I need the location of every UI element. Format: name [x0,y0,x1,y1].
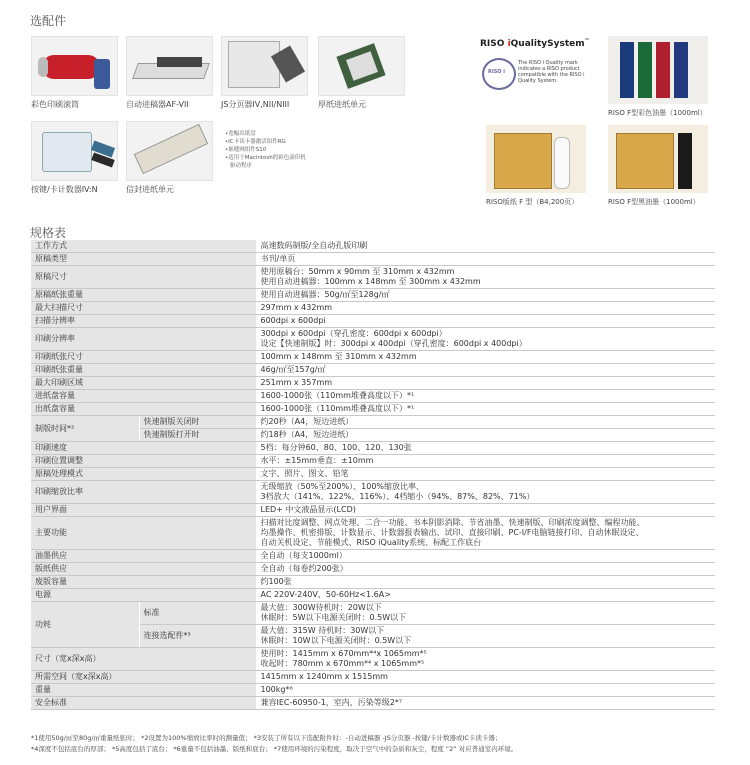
spec-label: 印刷纸张重量 [31,364,256,377]
spec-value-line: 最大值：315W 待机时：30W以下 [260,626,385,635]
spec-label: 原稿尺寸 [31,266,256,289]
spec-row [31,671,715,684]
spec-value-line: 使用自动进稿器：100mm x 148mm 至 300mm x 432mm [260,277,481,286]
spec-row [31,455,715,468]
spec-row [31,253,715,266]
spec-label: 废版容量 [31,576,256,589]
accessory-label: 厚纸进纸单元 [318,100,366,109]
spec-label: 最大扫描尺寸 [31,302,256,315]
spec-label: 安全标准 [31,697,256,710]
option-item: •适用于Macintosh的彩色滚印机 [225,155,306,161]
spec-value: 1600-1000张（110mm堆叠高度以下）*¹ [256,390,715,403]
spec-value [256,648,715,671]
accessory-label: 彩色印刷滚筒 [31,100,79,109]
spec-label: 制版时间*² [31,416,139,442]
footnote-line: *1使用50g/㎡至80g/㎡重量纸张时； *2设置为100%缩放比率时的测量值； *3安装了所有以下选配附件时：-自动进稿器 -JS分页器 -按键/卡计数器或IC卡读卡器； [31,734,502,742]
spec-label: 工作方式 [31,240,256,253]
spec-row [31,416,715,429]
spec-label: 电源 [31,589,256,602]
spec-value: 文字、照片、图文、铅笔 [256,468,715,481]
product-black-ink [608,125,708,207]
spec-row [31,481,715,504]
spec-row [31,602,715,625]
spec-row [31,517,715,550]
spec-label: 原稿类型 [31,253,256,266]
option-item: 驱动程序 [230,163,253,169]
spec-value: 约20秒（A4，短边进纸） [256,416,715,429]
spec-value [256,481,715,504]
thick-paper-unit-image [318,36,405,96]
spec-row [31,390,715,403]
spec-sub-label: 标准 [139,602,256,625]
option-item: •宽幅出纸盘 [225,131,256,137]
spec-label: 重量 [31,684,256,697]
spec-label: 印刷分辨率 [31,328,256,351]
spec-label: 功耗 [31,602,139,648]
spec-row [31,266,715,289]
color-drum-image [31,36,118,96]
spec-label: 尺寸（宽x深x高） [31,648,256,671]
spec-value: 100kg*⁶ [256,684,715,697]
spec-label: 主要功能 [31,517,256,550]
accessory-auto-feeder [126,36,213,110]
accessory-envelope-unit [126,121,213,195]
option-item: •IC卡读卡器激活组件RG [225,139,286,145]
spec-value: 水平：±15mm垂直：±10mm [256,455,715,468]
accessory-thick-paper-unit [318,36,405,110]
spec-label: 印刷位置调整 [31,455,256,468]
spec-row [31,589,715,602]
accessory-label: 按键/卡计数器IV:N [31,185,98,194]
spec-value-line: 使用时：1415mm x 670mm*⁴x 1065mm*⁵ [260,649,427,658]
spec-row [31,364,715,377]
spec-label: 原稿处理模式 [31,468,256,481]
spec-value [256,266,715,289]
spec-label: 用户界面 [31,504,256,517]
accessory-color-drum [31,36,118,110]
spec-label: 印刷纸张尺寸 [31,351,256,364]
spec-row [31,240,715,253]
product-label: RISO版纸 F 型（B4,200页） [486,198,579,206]
spec-value: 全自动（每支1000ml） [256,550,715,563]
spec-value-line: 无级缩放（50%至200%）、100%缩放比率、 [260,482,425,491]
iquality-badge-icon: RISO i [482,58,516,90]
spec-value: 46g/㎡至157g/㎡ [256,364,715,377]
accessory-label: 自动进稿器AF-VII [126,100,189,109]
spec-label: 原稿纸张重量 [31,289,256,302]
spec-value-line: 300dpi x 600dpi（穿孔密度：600dpi x 600dpi） [260,329,447,338]
spec-label: 印刷速度 [31,442,256,455]
riso-iquality-desc: The RISO i Quality mark indicates a RISO product compatible with the RISO i Quality System. [518,60,585,84]
spec-label: 所需空间（宽x深x高） [31,671,256,684]
master-roll-image [486,125,586,193]
spec-value: 兼容IEC-60950-1，室内，污染等级2*⁷ [256,697,715,710]
spec-value-line: 均墨操作、机密排版、计数显示、计数器报表输出、试印、直接印刷、PC-I/F电脑链接打印、自动休眠设定、 [260,528,644,537]
spec-label: 出纸盘容量 [31,403,256,416]
spec-value-line: 休眠时：10W以下电源关闭时：0.5W以下 [260,636,412,645]
accessory-label: 信封进纸单元 [126,185,174,194]
spec-value-line: 最大值：300W待机时：20W以下 [260,603,382,612]
spec-row [31,504,715,517]
spec-value: 约100张 [256,576,715,589]
spec-row [31,315,715,328]
spec-value: 100mm x 148mm 至 310mm x 432mm [256,351,715,364]
spec-row [31,697,715,710]
spec-value: AC 220V-240V，50-60Hz<1.6A> [256,589,715,602]
spec-row [31,576,715,589]
spec-value-line: 自动关机设定、节能模式、RISO iQuality系统、标配工作底台 [260,538,482,547]
spec-value [256,625,715,648]
riso-iquality-wordmark: RISO iQualitySystem™ [480,38,590,49]
spec-value-line: 休眠时：5W以下电源关闭时：0.5W以下 [260,613,407,622]
spec-label: 版纸供应 [31,563,256,576]
spec-row [31,563,715,576]
spec-row [31,648,715,671]
spec-row [31,328,715,351]
spec-label: 油墨供应 [31,550,256,563]
card-counter-image [31,121,118,181]
spec-table [31,240,715,710]
product-label: RISO F型彩色油墨（1000ml） [608,109,707,117]
spec-row [31,351,715,364]
spec-row [31,684,715,697]
accessory-js-sorter [221,36,308,110]
footnote-line: *4深度不包括底台的厚部； *5高度包括了底台； *6重量不包括油墨、版纸和底台； *7使用环境的污染程度，取决于空气中的杂质和灰尘，程度 “2” 对应普通室内环境。 [31,745,518,753]
spec-row [31,468,715,481]
spec-value-line: 设定【快速制版】时：300dpi x 400dpi（穿孔密度：600dpi x 400dpi） [260,339,527,348]
spec-label: 进纸盘容量 [31,390,256,403]
spec-value-line: 使用原稿台：50mm x 90mm 至 310mm x 432mm [260,267,455,276]
footnotes [31,733,731,755]
js-sorter-image [221,36,308,96]
spec-value: 600dpi x 600dpi [256,315,715,328]
spec-value [256,517,715,550]
option-item: •嵌缝网组件S10 [225,147,267,153]
spec-label: 最大印刷区域 [31,377,256,390]
spec-row [31,289,715,302]
spec-sub-label: 快速制版打开时 [139,429,256,442]
spec-label: 扫描分辨率 [31,315,256,328]
spec-value [256,328,715,351]
spec-value: 全自动（每卷约200张） [256,563,715,576]
spec-row [31,377,715,390]
spec-value-line: 收起时：780mm x 670mm*⁴ x 1065mm*⁵ [260,659,425,668]
black-ink-image [608,125,708,193]
spec-row [31,403,715,416]
specs-title: 规格表 [30,226,67,240]
auto-feeder-image [126,36,213,96]
product-color-ink [608,36,708,118]
envelope-unit-image [126,121,213,181]
spec-value: 1415mm x 1240mm x 1515mm [256,671,715,684]
spec-value: 5档：每分钟60、80、100、120、130张 [256,442,715,455]
spec-sub-label: 连接选配件*³ [139,625,256,648]
accessories-title: 选配件 [30,14,67,28]
spec-value-line: 3档放大（141%、122%、116%）、4档缩小（94%、87%、82%、71%） [260,492,535,501]
spec-value: 高速数码制版/全自动孔版印刷 [256,240,715,253]
riso-iquality-logo [480,38,595,93]
extra-options-list [225,130,325,170]
spec-value-line: 扫描对比度调整、网点处理、二合一功能、书本阴影消除、节省油墨、快速制版、印刷浓度调整、编程功能、 [260,518,645,527]
accessory-label: JS分页器IV,NII/NIII [221,100,290,109]
spec-row [31,302,715,315]
accessory-card-counter [31,121,118,195]
spec-sub-label: 快速制版关闭时 [139,416,256,429]
spec-value [256,602,715,625]
spec-value: 约18秒（A4，短边进纸） [256,429,715,442]
spec-value: 251mm x 357mm [256,377,715,390]
spec-label: 印刷缩放比率 [31,481,256,504]
spec-value: 1600-1000张（110mm堆叠高度以下）*¹ [256,403,715,416]
spec-value: 使用自动进稿器：50g/㎡至128g/㎡ [256,289,715,302]
spec-row [31,442,715,455]
spec-row [31,550,715,563]
spec-value: 297mm x 432mm [256,302,715,315]
spec-value: 书刊/单页 [256,253,715,266]
product-master-roll [486,125,586,207]
color-ink-image [608,36,708,104]
spec-value: LED+ 中文液晶显示(LCD) [256,504,715,517]
product-label: RISO F型黑油墨（1000ml） [608,198,700,206]
